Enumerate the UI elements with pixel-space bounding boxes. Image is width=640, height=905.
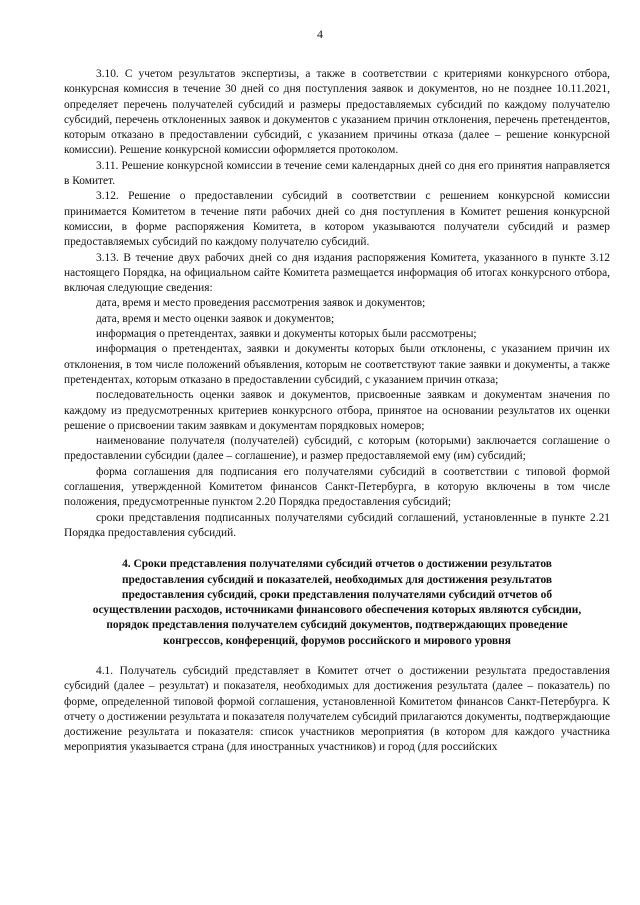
list-item-evaluation-order: последовательность оценки заявок и документов, присвоенные заявкам и документам значения по каждому из предусмотренных критериев конкурсного отбора, принятое на основании результатов их оценки решение о присвоении таким заявкам и документам порядковых номеров; (64, 389, 610, 432)
list-item-agreement-deadline: сроки представления подписанных получателями субсидий соглашений, установленные в пункте 2.21 Порядка предоставления субсидий. (64, 511, 610, 539)
document-body (64, 67, 610, 756)
page-number: 4 (317, 27, 323, 41)
paragraph-3-11: 3.11. Решение конкурсной комиссии в течение семи календарных дней со дня его принятия направляется в Комитет. (64, 159, 610, 188)
list-item-reviewed-applicants: информация о претендентах, заявки и документы которых были рассмотрены; (96, 328, 477, 341)
list-item-review-date: дата, время и место проведения рассмотрения заявок и документов; (96, 297, 426, 310)
paragraph-4-1: 4.1. Получатель субсидий представляет в Комитет отчет о достижении результата предоставления субсидий (далее – результат) и показателя, необходимых для достижения результата (далее – показатель) по форме, определенной типовой формой соглашения, установленной Комитетом финансов Санкт-Петербурга. К отчету о достижении результата и показателя получателем субсидий прилагаются документы, подтверждающие достижение результата и показателя: список участников мероприятия (в котором для каждого участника мероприятия указывается страна (для иностранных участников) и город (для российских (64, 664, 610, 754)
paragraph-3-12: 3.12. Решение о предоставлении субсидий в соответствии с решением конкурсной комиссии принимается Комитетом в течение пяти рабочих дней со дня поступления в Комитет решения конкурсной комиссии, в форме распоряжения Комитета, в котором указываются получатели субсидий и размер предоставляемых субсидий по каждому получателю субсидий. (64, 190, 610, 249)
paragraph-3-13: 3.13. В течение двух рабочих дней со дня издания распоряжения Комитета, указанного в пункте 3.12 настоящего Порядка, на официальном сайте Комитета размещается информация об итогах конкурсного отбора, включая следующие сведения: (64, 251, 610, 295)
list-item-rejected-applicants: информация о претендентах, заявки и документы которых были отклонены, с указанием причин их отклонения, в том числе положений объявления, которым не соответствуют такие заявки и документы, а также претендентах, которым отказано в предоставлении субсидий, с указанием причин отказа; (64, 343, 610, 386)
list-item-evaluation-date: дата, время и место оценки заявок и документов; (96, 312, 335, 325)
paragraph-3-10: 3.10. С учетом результатов экспертизы, а также в соответствии с критериями конкурсного отбора, конкурсная комиссия в течение 30 дней со дня поступления заявок и документов, но не позднее 10.11.2021, определяет перечень получателей субсидий и размеры предоставляемых субсидий по каждому получателю субсидий, перечень отклоненных заявок и документов с указанием причин отклонения, перечень претендентов, которым отказано в предоставлении субсидий, с указанием причины отказа (далее – решение конкурсной комиссии). Решение конкурсной комиссии оформляется протоколом. (64, 68, 610, 157)
list-item-agreement-form: форма соглашения для подписания его получателями субсидий в соответствии с типовой формой соглашения, утвержденной Комитетом финансов Санкт-Петербурга, в которую включены в том числе положения, предусмотренные пунктом 2.20 Порядка предоставления субсидий; (64, 465, 610, 509)
section-4-heading: 4. Сроки представления получателями субсидий отчетов о достижении результатов предоставления субсидий и показателей, необходимых для достижения результатов предоставления субсидий, сроки представления получателями субсидий отчетов об осуществлении расходов, источниками финансового обеспечения которых являются субсидии, порядок представления получателем субсидий документов, подтверждающих проведение конгрессов, конференций, форумов российского и мирового уровня (92, 558, 582, 647)
list-item-recipient-name: наименование получателя (получателей) субсидий, с которым (которыми) заключается соглашение о предоставлении субсидии (далее – соглашение), и размер предоставляемой ему (им) субсидий; (64, 435, 610, 463)
